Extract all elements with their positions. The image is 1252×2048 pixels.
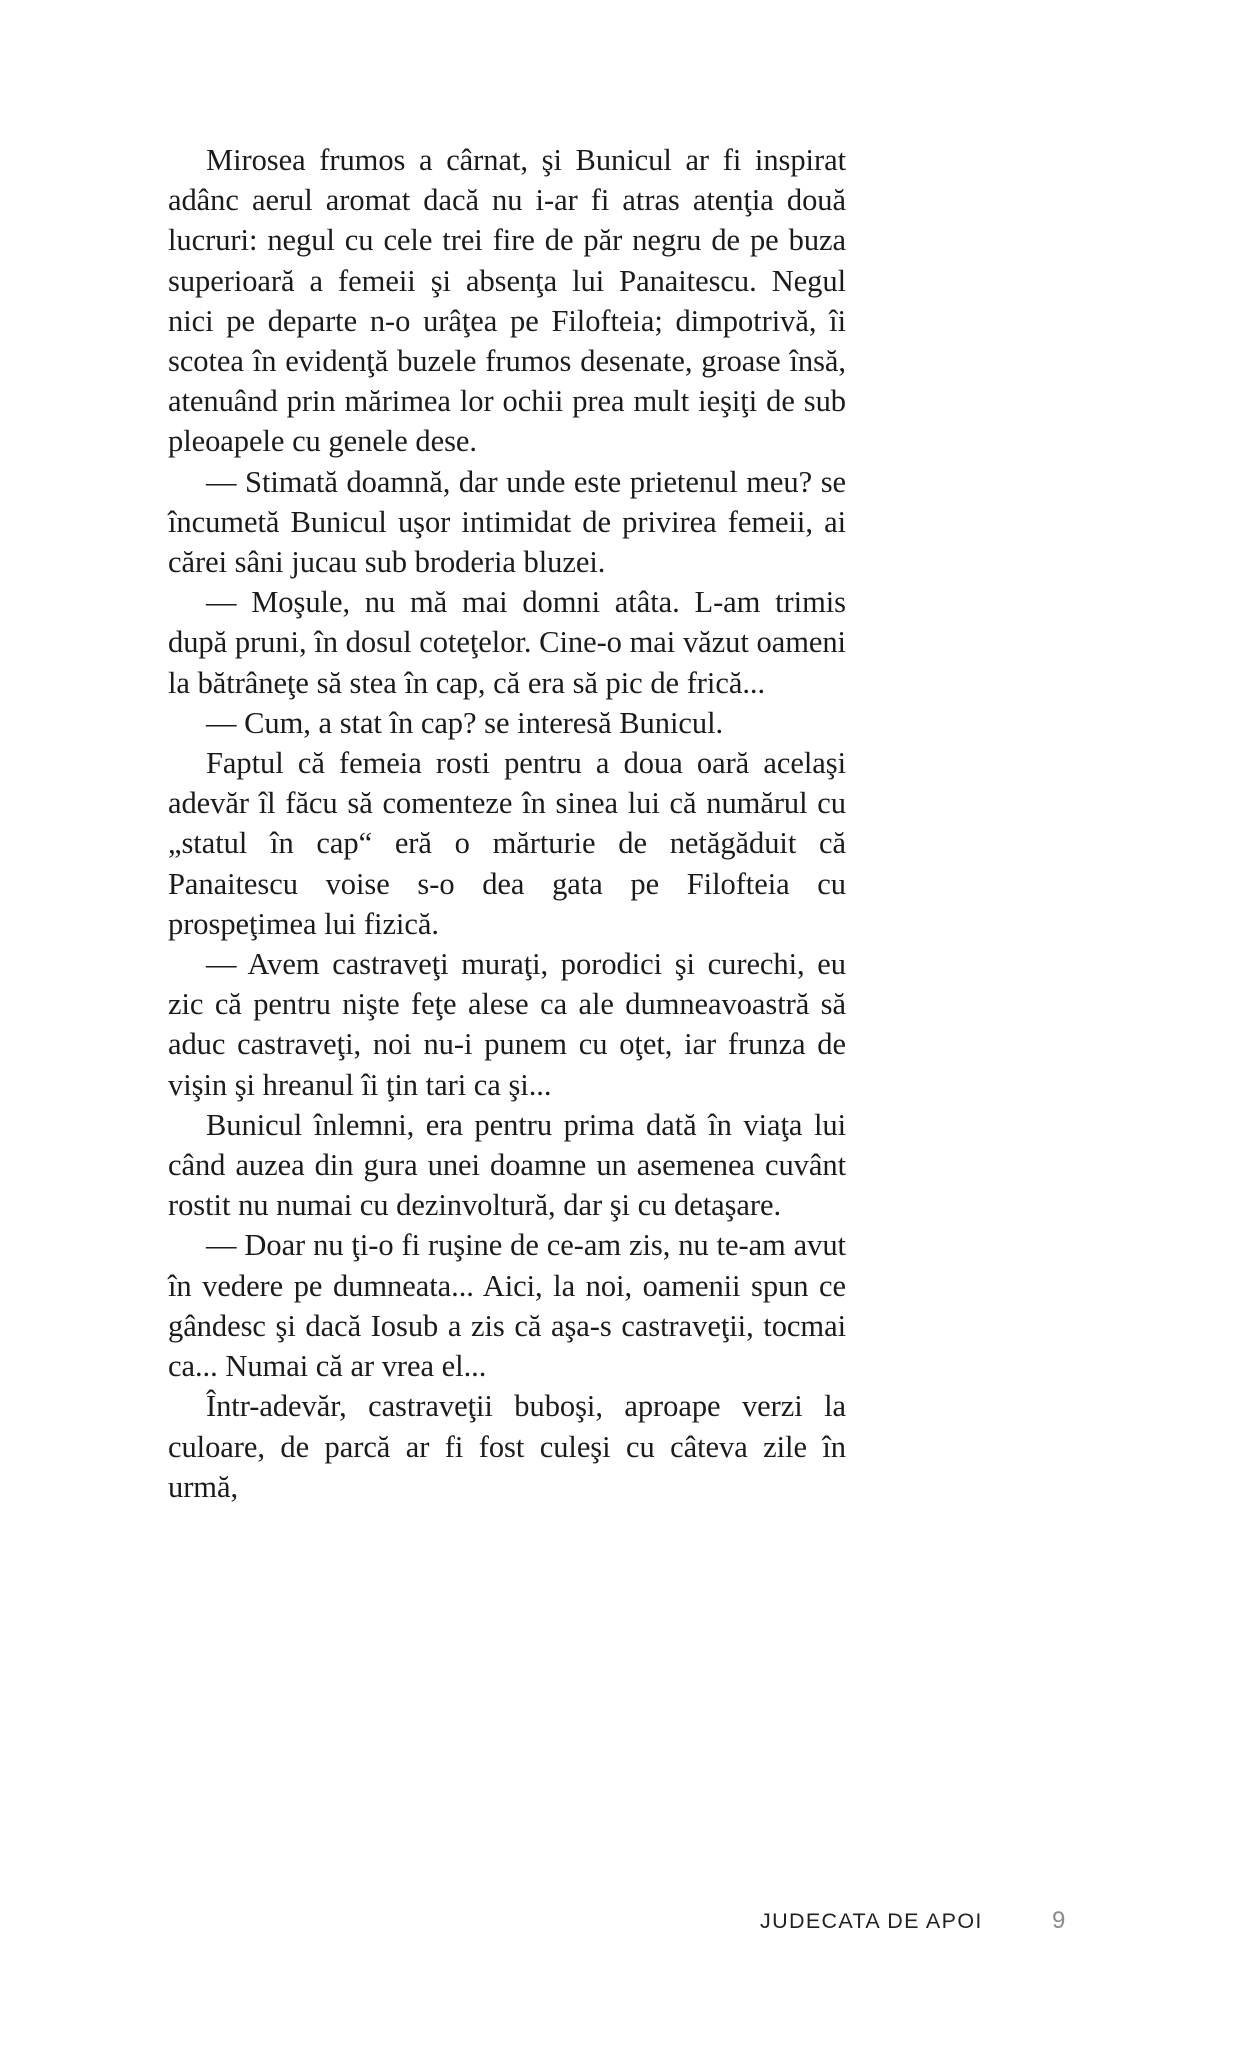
paragraph: — Avem castraveţi muraţi, porodici şi curechi, eu zic că pentru nişte feţe alese ca ale dumneavoastră să aduc castraveţi, noi nu-i punem cu oţet, iar frunza de vişin şi hreanul îi ţin tari ca şi... [168, 947, 846, 1102]
paragraph: — Moşule, nu mă mai domni atâta. L-am trimis după pruni, în dosul coteţelor. Cine-o mai văzut oameni la bătrâneţe să stea în cap, că era să pic de frică... [168, 585, 846, 700]
page-footer [0, 1908, 1252, 1968]
body-text-column [168, 140, 846, 1507]
paragraph: Faptul că femeia rosti pentru a doua oară acelaşi adevăr îl făcu să comenteze în sinea lui că numărul cu „statul în cap“ eră o mărturie de netăgăduit că Panaitescu voise s-o dea gata pe Filofteia cu prospeţimea lui fizică. [168, 746, 846, 941]
paragraph: — Doar nu ţi-o fi ruşine de ce-am zis, nu te-am avut în vedere pe dumneata... Aici, la noi, oamenii spun ce gândesc şi dacă Iosub a zis că aşa-s castraveţii, tocmai ca... Numai că ar vrea el... [168, 1228, 846, 1384]
paragraph: Mirosea frumos a cârnat, şi Bunicul ar fi inspirat adânc aerul aromat dacă nu i-ar fi atras atenţia două lucruri: negul cu cele trei fire de păr negru de pe buza superioară a femeii şi absenţa lui Panaitescu. Negul nici pe departe n-o urâţea pe Filofteia; dimpotrivă, îi scotea în evidenţă buzele frumos desenate, groase însă, atenuând prin mărimea lor ochii prea mult ieşiţi de sub pleoapele cu genele dese. [168, 143, 846, 459]
paragraph: — Cum, a stat în cap? se interesă Bunicul. [206, 705, 724, 740]
running-head: JUDECATA DE APOI [760, 1909, 983, 1933]
paragraph: Într-adevăr, castraveţii buboşi, aproape verzi la culoare, de parcă ar fi fost culeşi cu câteva zile în urmă, [168, 1389, 846, 1504]
paragraph: — Stimată doamnă, dar unde este prietenul meu? se încumetă Bunicul uşor intimidat de privirea femeii, ai cărei sâni jucau sub broderia bluzei. [168, 464, 846, 580]
page-number: 9 [1052, 1907, 1066, 1934]
paragraph: Bunicul înlemni, era pentru prima dată în viaţa lui când auzea din gura unei doamne un asemenea cuvânt rostit nu numai cu dezinvoltură, dar şi cu detaşare. [168, 1107, 846, 1223]
